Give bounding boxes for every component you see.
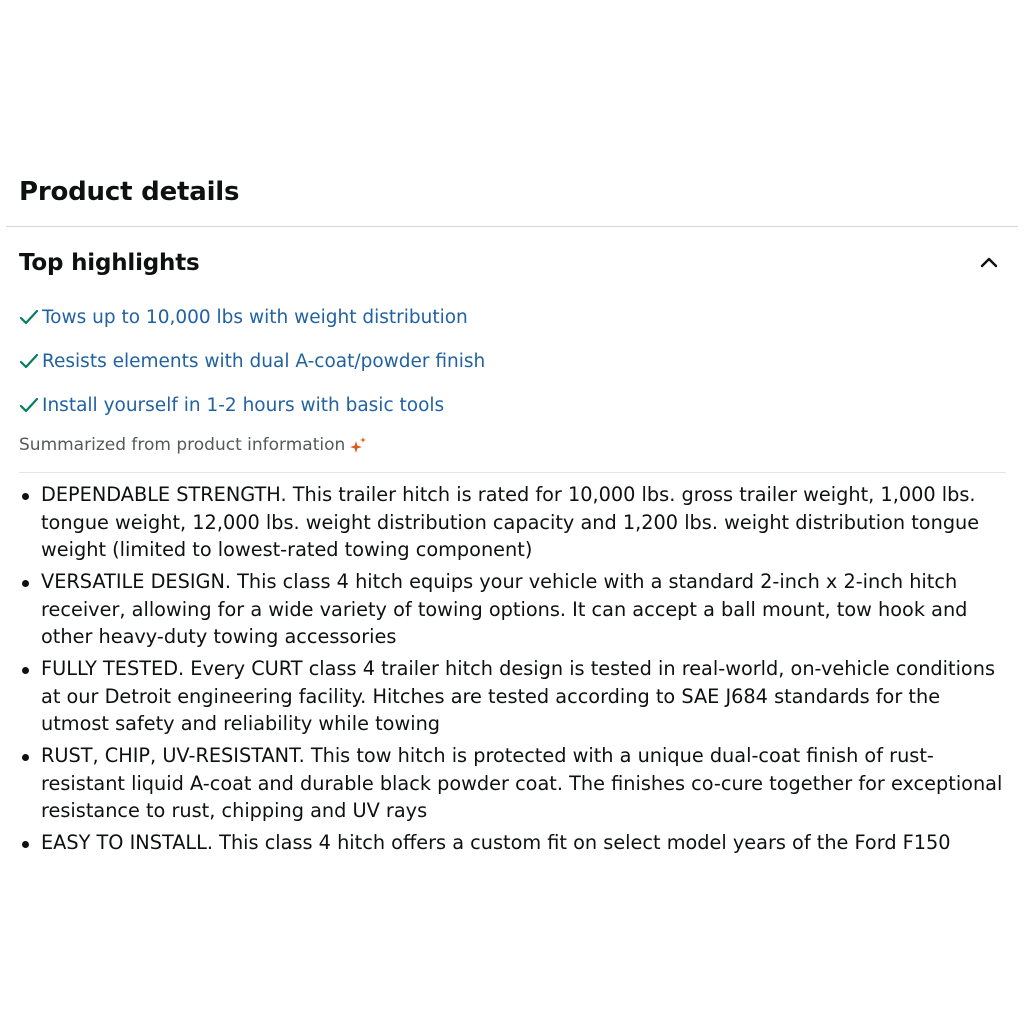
bullet-text: VERSATILE DESIGN. This class 4 hitch equips your vehicle with a standard 2-inch x 2-inch hitch receiver, allowing for a wide variety of towing options. It can accept a ball mount, tow hook and other heavy-duty towing accessories [41,570,968,648]
bullet-item [19,568,1009,651]
check-icon [19,395,39,415]
summary-text: Summarized from product information [19,435,346,455]
check-icon [19,307,39,327]
bullet-item [19,829,1009,857]
highlight-label: Install yourself in 1-2 hours with basic tools [42,394,445,416]
bullet-dot [22,841,29,848]
bullet-dot [22,667,29,674]
about-item-bullets [19,481,1009,861]
bullet-text: RUST, CHIP, UV-RESISTANT. This tow hitch is protected with a unique dual-coat finish of rust-resistant liquid A-coat and durable black powder coat. The finishes co-cure together for exceptional resistance to rust, chipping and UV rays [41,744,1003,822]
highlight-item [19,388,485,422]
section-divider [6,226,1018,227]
check-icon [19,351,39,371]
chevron-up-icon [975,248,1003,276]
product-details-title: Product details [19,177,240,207]
top-highlights-title: Top highlights [19,250,200,276]
highlight-label: Resists elements with dual A-coat/powder finish [42,350,486,372]
bullet-dot [22,580,29,587]
bullet-item [19,655,1009,738]
collapse-highlights-button[interactable] [975,248,1003,276]
top-highlights-header[interactable] [19,246,1003,280]
highlights-divider [19,472,1006,473]
bullet-dot [22,754,29,761]
highlights-list [19,300,485,432]
bullet-item [19,742,1009,825]
ai-summary-note [19,432,367,458]
bullet-text: FULLY TESTED. Every CURT class 4 trailer hitch design is tested in real-world, on-vehicle conditions at our Detroit engineering facility. Hitches are tested according to SAE J684 standards for the utmost safety and reliability while towing [41,657,995,735]
bullet-text: DEPENDABLE STRENGTH. This trailer hitch is rated for 10,000 lbs. gross trailer weight, 1,000 lbs. tongue weight, 12,000 lbs. weight distribution capacity and 1,200 lbs. weight distribution tongue weight (limited to lowest-rated towing component) [41,483,980,561]
sparkle-icon [349,436,367,454]
highlight-item [19,300,485,334]
bullet-text: EASY TO INSTALL. This class 4 hitch offers a custom fit on select model years of the Ford F150 [41,831,951,854]
bullet-item [19,481,1009,564]
highlight-item [19,344,485,378]
bullet-dot [22,493,29,500]
highlight-label: Tows up to 10,000 lbs with weight distribution [42,306,468,328]
